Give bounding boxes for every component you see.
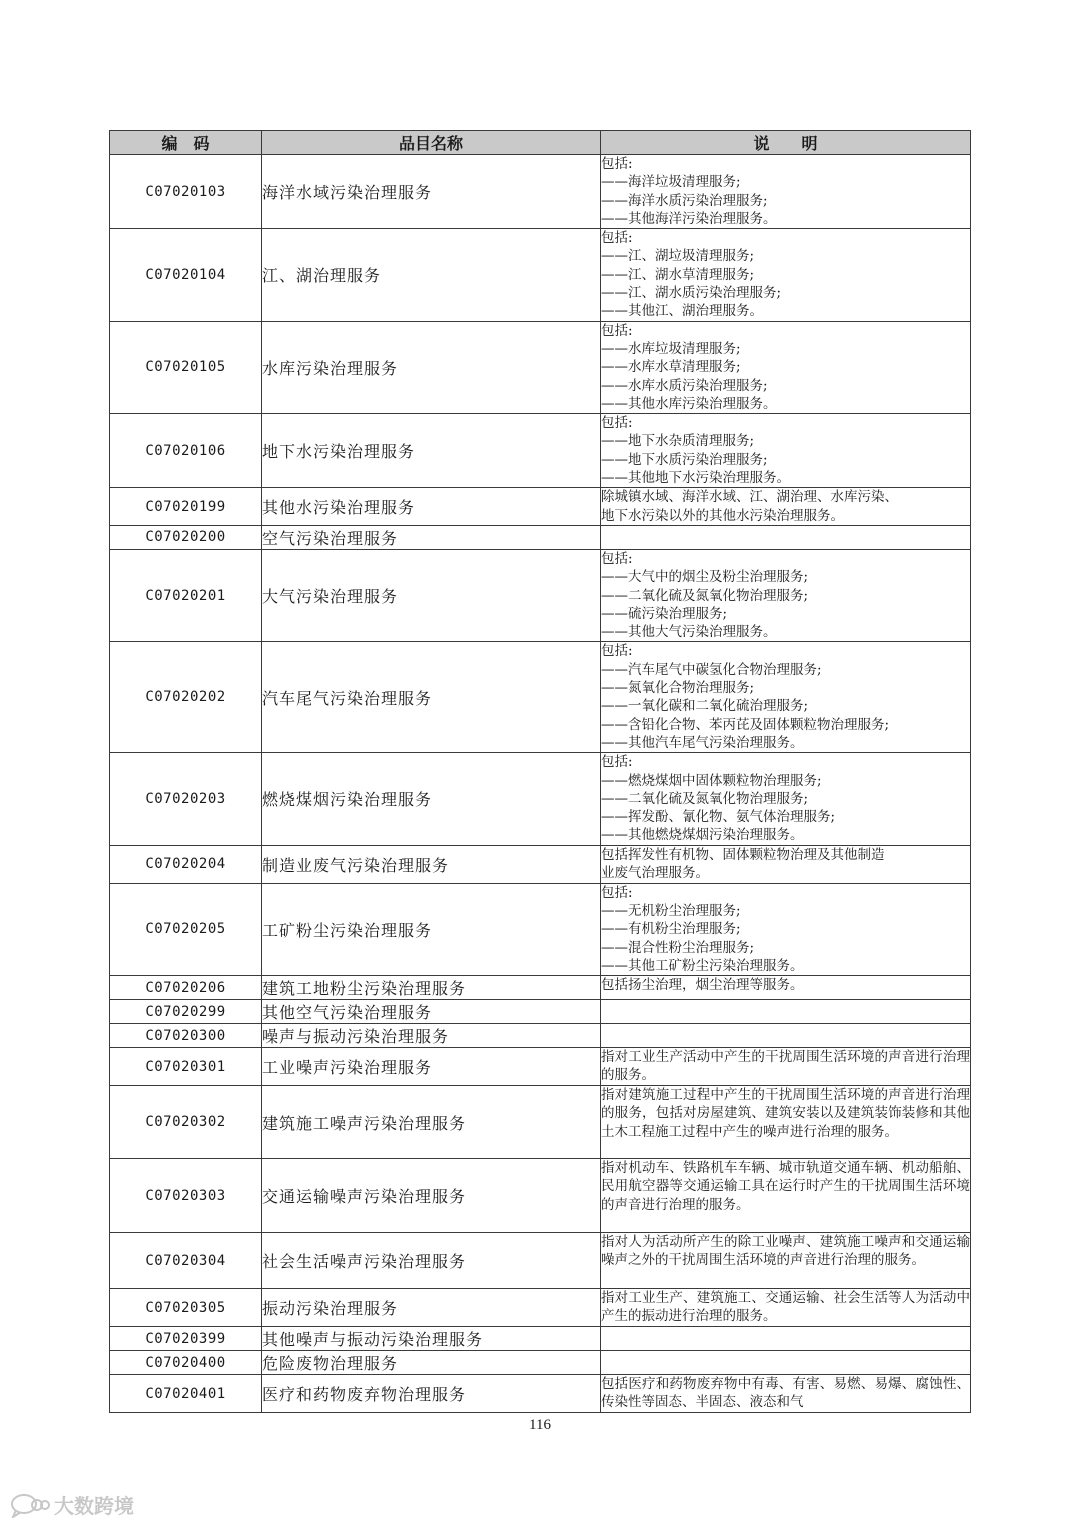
item-code: C07020206 — [110, 976, 262, 1000]
description-line: ——无机粉尘治理服务; — [601, 902, 741, 919]
item-code: C07020103 — [110, 155, 262, 229]
item-code: C07020301 — [110, 1048, 262, 1086]
item-code: C07020300 — [110, 1024, 262, 1048]
description-line: 包括: — [601, 322, 633, 339]
item-name: 制造业废气污染治理服务 — [262, 845, 601, 883]
item-code: C07020202 — [110, 642, 262, 753]
description-text: 指对人为活动所产生的除工业噪声、建筑施工噪声和交通运输噪声之外的干扰周围生活环境的声音进行治理的服务。 — [601, 1234, 970, 1269]
table-row — [110, 525, 971, 549]
table-row — [110, 1000, 971, 1024]
watermark-text: 大数跨境 — [54, 1494, 134, 1518]
table-header-row — [110, 131, 971, 155]
item-name: 空气污染治理服务 — [262, 525, 601, 549]
description-line: 包括: — [601, 230, 633, 247]
description-line: ——其他工矿粉尘污染治理服务。 — [601, 957, 804, 974]
item-code: C07020104 — [110, 229, 262, 321]
table-row — [110, 488, 971, 526]
chat-bubble-icon — [10, 1492, 50, 1518]
table-row — [110, 845, 971, 883]
description-text: 指对工业生产、建筑施工、交通运输、社会生活等人为活动中产生的振动进行治理的服务。 — [601, 1290, 970, 1325]
item-name: 大气污染治理服务 — [262, 549, 601, 641]
item-name: 社会生活噪声污染治理服务 — [262, 1233, 601, 1289]
description-line: ——水库水草清理服务; — [601, 359, 741, 376]
description-line: ——一氧化碳和二氧化硫治理服务; — [601, 698, 809, 715]
item-description — [601, 1159, 971, 1233]
description-line: ——混合性粉尘治理服务; — [601, 939, 755, 956]
item-description — [601, 229, 971, 321]
item-name: 交通运输噪声污染治理服务 — [262, 1159, 601, 1233]
description-line: 除城镇水域、海洋水域、江、湖治理、水库污染、 — [601, 489, 898, 506]
item-description — [601, 1086, 971, 1159]
item-description — [601, 525, 971, 549]
watermark — [10, 1490, 134, 1519]
description-line: ——地下水杂质清理服务; — [601, 433, 755, 450]
description-line: 包括扬尘治理，烟尘治理等服务。 — [601, 977, 804, 994]
page-number: 116 — [529, 1417, 551, 1433]
item-description — [601, 1233, 971, 1289]
item-name: 噪声与振动污染治理服务 — [262, 1024, 601, 1048]
description-line: ——其他水库污染治理服务。 — [601, 395, 777, 412]
item-name: 建筑施工噪声污染治理服务 — [262, 1086, 601, 1159]
item-description — [601, 1000, 971, 1024]
item-code: C07020400 — [110, 1351, 262, 1375]
item-description — [601, 1289, 971, 1327]
item-name: 海洋水域污染治理服务 — [262, 155, 601, 229]
table-row — [110, 753, 971, 845]
description-line: 业废气治理服务。 — [601, 864, 709, 881]
header-name: 品目名称 — [262, 131, 601, 155]
description-line: ——水库垃圾清理服务; — [601, 340, 741, 357]
table-row — [110, 229, 971, 321]
item-code: C07020304 — [110, 1233, 262, 1289]
description-line: ——水库水质污染治理服务; — [601, 377, 768, 394]
description-line: ——地下水质污染治理服务; — [601, 451, 768, 468]
description-line: ——硫污染治理服务; — [601, 605, 728, 622]
item-name: 医疗和药物废弃物治理服务 — [262, 1375, 601, 1413]
item-description — [601, 321, 971, 413]
item-description — [601, 1024, 971, 1048]
description-text: 包括医疗和药物废弃物中有毒、有害、易燃、易爆、腐蚀性、传染性等固态、半固态、液态和气 — [601, 1376, 970, 1411]
description-line: ——其他燃烧煤烟污染治理服务。 — [601, 827, 804, 844]
item-code: C07020199 — [110, 488, 262, 526]
item-description — [601, 1375, 971, 1413]
table-body — [110, 155, 971, 1413]
description-line: ——燃烧煤烟中固体颗粒物治理服务; — [601, 772, 822, 789]
description-line: ——大气中的烟尘及粉尘治理服务; — [601, 569, 809, 586]
item-description — [601, 883, 971, 975]
description-line: ——挥发酚、氰化物、氨气体治理服务; — [601, 809, 836, 826]
item-code: C07020401 — [110, 1375, 262, 1413]
header-desc: 说 明 — [601, 131, 971, 155]
description-text: 指对工业生产活动中产生的干扰周围生活环境的声音进行治理的服务。 — [601, 1049, 970, 1084]
description-line: ——二氧化硫及氮氧化物治理服务; — [601, 587, 809, 604]
table-row — [110, 1159, 971, 1233]
item-name: 工业噪声污染治理服务 — [262, 1048, 601, 1086]
table-row — [110, 1351, 971, 1375]
item-name: 江、湖治理服务 — [262, 229, 601, 321]
description-line: ——其他海洋污染治理服务。 — [601, 210, 777, 227]
description-line: ——其他大气污染治理服务。 — [601, 624, 777, 641]
item-code: C07020203 — [110, 753, 262, 845]
table-row — [110, 321, 971, 413]
description-line: 包括: — [601, 156, 633, 172]
item-code: C07020303 — [110, 1159, 262, 1233]
item-description — [601, 414, 971, 488]
description-line: ——其他地下水污染治理服务。 — [601, 470, 790, 487]
table-row — [110, 1289, 971, 1327]
description-text: 指对建筑施工过程中产生的干扰周围生活环境的声音进行治理的服务，包括对房屋建筑、建筑安装以及建筑装饰装修和其他土木工程施工过程中产生的噪声进行治理的服务。 — [601, 1087, 970, 1140]
description-line: 包括挥发性有机物、固体颗粒物治理及其他制造 — [601, 846, 885, 863]
description-text: 指对机动车、铁路机车车辆、城市轨道交通车辆、机动船舶、民用航空器等交通运输工具在运行时产生的干扰周围生活环境的声音进行治理的服务。 — [601, 1160, 970, 1213]
item-name: 危险废物治理服务 — [262, 1351, 601, 1375]
item-code: C07020399 — [110, 1327, 262, 1351]
item-description — [601, 1351, 971, 1375]
item-code: C07020105 — [110, 321, 262, 413]
table-row — [110, 1327, 971, 1351]
header-code: 编 码 — [110, 131, 262, 155]
item-code: C07020205 — [110, 883, 262, 975]
table-row — [110, 883, 971, 975]
item-code: C07020302 — [110, 1086, 262, 1159]
item-code: C07020204 — [110, 845, 262, 883]
item-code: C07020299 — [110, 1000, 262, 1024]
item-description — [601, 976, 971, 1000]
item-code: C07020106 — [110, 414, 262, 488]
item-name: 建筑工地粉尘污染治理服务 — [262, 976, 601, 1000]
item-name: 振动污染治理服务 — [262, 1289, 601, 1327]
description-line: ——江、湖水草清理服务; — [601, 266, 755, 283]
item-description — [601, 488, 971, 526]
description-line: ——氮氧化合物治理服务; — [601, 680, 755, 697]
item-name: 水库污染治理服务 — [262, 321, 601, 413]
description-line: 包括: — [601, 754, 633, 771]
item-description — [601, 753, 971, 845]
item-code: C07020201 — [110, 549, 262, 641]
description-line: ——其他江、湖治理服务。 — [601, 303, 763, 320]
description-line: 包括: — [601, 884, 633, 901]
item-code: C07020200 — [110, 525, 262, 549]
item-name: 工矿粉尘污染治理服务 — [262, 883, 601, 975]
item-description — [601, 155, 971, 229]
table-row — [110, 549, 971, 641]
description-line: ——海洋水质污染治理服务; — [601, 192, 768, 209]
item-description — [601, 1048, 971, 1086]
item-name: 燃烧煤烟污染治理服务 — [262, 753, 601, 845]
item-name: 其他空气污染治理服务 — [262, 1000, 601, 1024]
description-line: 包括: — [601, 643, 633, 660]
description-line: ——含铅化合物、苯丙芘及固体颗粒物治理服务; — [601, 716, 890, 733]
item-name: 其他噪声与振动污染治理服务 — [262, 1327, 601, 1351]
description-line: ——其他汽车尾气污染治理服务。 — [601, 734, 804, 751]
description-line: ——江、湖垃圾清理服务; — [601, 248, 755, 265]
item-description — [601, 549, 971, 641]
description-line: ——江、湖水质污染治理服务; — [601, 285, 782, 302]
description-line: ——汽车尾气中碳氢化合物治理服务; — [601, 661, 822, 678]
description-line: ——有机粉尘治理服务; — [601, 921, 741, 938]
table-row — [110, 155, 971, 229]
catalog-table — [109, 130, 971, 1413]
table-row — [110, 642, 971, 753]
description-line: ——海洋垃圾清理服务; — [601, 174, 741, 191]
table-row — [110, 976, 971, 1000]
item-description — [601, 1327, 971, 1351]
item-code: C07020305 — [110, 1289, 262, 1327]
table-row — [110, 1048, 971, 1086]
item-name: 地下水污染治理服务 — [262, 414, 601, 488]
table-row — [110, 1086, 971, 1159]
item-name: 其他水污染治理服务 — [262, 488, 601, 526]
item-description — [601, 642, 971, 753]
table-row — [110, 1024, 971, 1048]
description-line: 包括: — [601, 550, 633, 567]
table-row — [110, 414, 971, 488]
table-row — [110, 1375, 971, 1413]
table-row — [110, 1233, 971, 1289]
item-description — [601, 845, 971, 883]
description-line: 包括: — [601, 415, 633, 432]
item-name: 汽车尾气污染治理服务 — [262, 642, 601, 753]
description-line: ——二氧化硫及氮氧化物治理服务; — [601, 790, 809, 807]
description-line: 地下水污染以外的其他水污染治理服务。 — [601, 507, 844, 524]
